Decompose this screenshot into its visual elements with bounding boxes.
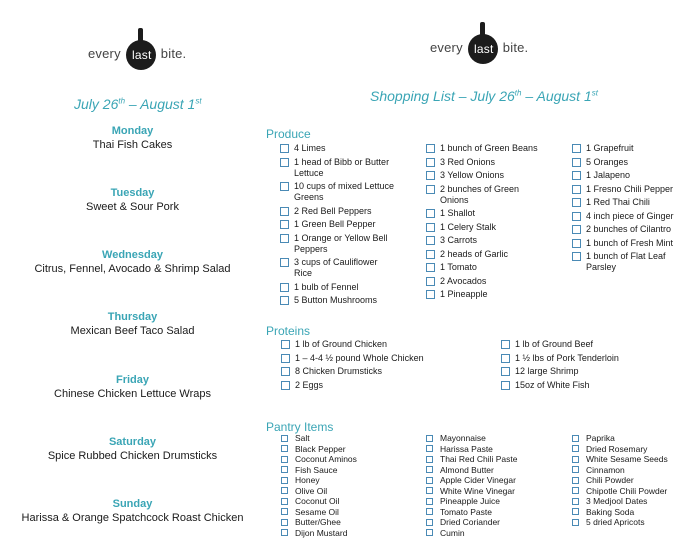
checklist-item-label: White Wine Vinegar <box>440 485 515 496</box>
checklist-item-label: Chili Powder <box>586 475 634 485</box>
proteins-title: Proteins <box>266 324 311 338</box>
produce-column-2 <box>426 143 546 303</box>
checklist-item-label: 5 Button Mushrooms <box>294 295 378 305</box>
checklist-item <box>572 454 697 464</box>
checkbox[interactable] <box>572 198 581 207</box>
checklist-item <box>281 380 461 391</box>
checklist-item-label: 1 bunch of Green Beans <box>440 143 538 153</box>
checklist-item <box>280 233 395 255</box>
checklist-item <box>426 496 556 506</box>
checklist-item-label: 2 heads of Garlic <box>440 248 509 259</box>
checklist-item-label: 15oz of White Fish <box>515 379 590 390</box>
checkbox[interactable] <box>281 381 290 390</box>
checkbox[interactable] <box>281 354 290 363</box>
checkbox[interactable] <box>426 508 433 515</box>
checklist-item-label: 1 Shallot <box>440 208 476 218</box>
logo-text-middle: last <box>132 48 152 62</box>
checklist-item <box>281 486 411 496</box>
pantry-column-3 <box>572 433 697 528</box>
checklist-item-label: 1 Red Thai Chili <box>586 197 650 207</box>
day-name: Friday <box>115 374 149 386</box>
checkbox[interactable] <box>426 144 435 153</box>
checkbox[interactable] <box>426 487 433 494</box>
checkbox[interactable] <box>572 456 579 463</box>
checkbox[interactable] <box>280 220 289 229</box>
checklist-item-label: Cinnamon <box>586 464 625 475</box>
day-name: Sunday <box>112 498 153 510</box>
checklist-item <box>426 486 556 496</box>
day-block <box>0 435 265 464</box>
checklist-item <box>426 475 556 485</box>
checkbox[interactable] <box>572 435 579 442</box>
checkbox[interactable] <box>426 209 435 218</box>
checkbox[interactable] <box>426 456 433 463</box>
checklist-item-label: 3 cups of Cauliflower Rice <box>294 257 378 278</box>
logo <box>88 36 186 70</box>
checklist-item <box>572 486 697 496</box>
day-name: Tuesday <box>110 187 155 199</box>
checklist-item <box>280 181 395 203</box>
date-range-heading: July 26th – August 1st <box>74 96 202 112</box>
checklist-item <box>572 517 697 527</box>
checkbox[interactable] <box>426 223 435 232</box>
checklist-item-label: Dijon Mustard <box>295 527 348 538</box>
proteins-column-2 <box>501 339 681 393</box>
checkbox[interactable] <box>280 207 289 216</box>
checklist-item-label: 1 lb of Ground Chicken <box>295 339 388 349</box>
checklist-item <box>426 262 546 273</box>
checklist-item <box>426 222 546 233</box>
checklist-item <box>280 295 395 306</box>
checkbox[interactable] <box>281 529 288 536</box>
checkbox[interactable] <box>426 158 435 167</box>
checklist-item-label: Cumin <box>440 527 465 538</box>
checklist-item <box>426 454 556 464</box>
checkbox[interactable] <box>281 340 290 349</box>
checklist-item <box>426 465 556 475</box>
checklist-item <box>281 475 411 485</box>
checklist-item-label: 1 Pineapple <box>440 289 488 299</box>
checklist-item-label: 1 Orange or Yellow Bell Peppers <box>294 232 388 254</box>
checklist-item <box>426 157 546 168</box>
checklist-item-label: 1 – 4-4 ½ pound Whole Chicken <box>295 352 424 363</box>
checkbox[interactable] <box>281 498 288 505</box>
checklist-item-label: 1 head of Bibb or Butter Lettuce <box>294 156 390 178</box>
checklist-item <box>280 257 395 279</box>
checklist-item-label: 3 Carrots <box>440 235 478 245</box>
checklist-item <box>572 224 692 235</box>
day-name: Monday <box>111 125 154 137</box>
checkbox[interactable] <box>572 445 579 452</box>
checklist-item <box>572 170 692 181</box>
checklist-item <box>426 184 546 206</box>
checkbox[interactable] <box>281 456 288 463</box>
logo-text-left: every <box>430 39 463 55</box>
checkbox[interactable] <box>281 519 288 526</box>
checklist-item-label: Honey <box>295 475 320 485</box>
day-block <box>0 497 265 526</box>
checklist-item <box>281 433 411 443</box>
checkbox[interactable] <box>572 252 581 261</box>
checklist-item-label: Salt <box>295 433 310 443</box>
checklist-item-label: 12 large Shrimp <box>515 366 579 376</box>
checklist-item-label: Baking Soda <box>586 506 635 517</box>
pantry-column-2 <box>426 433 556 538</box>
checklist-item-label: 1 ½ lbs of Pork Tenderloin <box>515 352 619 363</box>
checklist-item-label: Thai Red Chili Paste <box>440 454 518 464</box>
checklist-item <box>501 380 681 391</box>
checklist-item <box>281 366 461 377</box>
checkbox[interactable] <box>572 498 579 505</box>
checkbox[interactable] <box>426 290 435 299</box>
checklist-item <box>426 517 556 527</box>
logo-text-left: every <box>88 45 121 61</box>
checkbox[interactable] <box>280 158 289 167</box>
checklist-item <box>501 366 681 377</box>
checkbox[interactable] <box>426 498 433 505</box>
checklist-item-label: Fish Sauce <box>295 464 338 475</box>
pantry-title: Pantry Items <box>266 420 334 434</box>
proteins-column-1 <box>281 339 461 393</box>
produce-title: Produce <box>266 127 311 141</box>
checklist-item-label: Dried Coriander <box>440 517 500 527</box>
checklist-item-label: 1 Tomato <box>440 262 477 272</box>
checkbox[interactable] <box>281 445 288 452</box>
checklist-item-label: 1 Fresno Chili Pepper <box>586 183 674 194</box>
checkbox[interactable] <box>572 185 581 194</box>
checklist-item <box>426 143 546 154</box>
checkbox[interactable] <box>426 477 433 484</box>
checklist-item-label: Coconut Oil <box>295 496 340 506</box>
checklist-item-label: 2 bunches of Cilantro <box>586 224 672 234</box>
skillet-logo-icon <box>466 30 500 64</box>
checkbox[interactable] <box>426 529 433 536</box>
skillet-logo-icon <box>124 36 158 70</box>
checklist-item <box>572 496 697 506</box>
checkbox[interactable] <box>280 258 289 267</box>
checklist-item-label: 3 Medjool Dates <box>586 496 648 506</box>
checklist-item <box>572 433 697 443</box>
checklist-item <box>572 465 697 475</box>
checkbox[interactable] <box>572 466 579 473</box>
checklist-item-label: Paprika <box>586 433 615 443</box>
checklist-item <box>426 249 546 260</box>
day-name: Saturday <box>108 436 157 448</box>
checklist-item-label: 2 bunches of Green Onions <box>440 183 520 205</box>
meal-name: Sweet & Sour Pork <box>86 201 179 213</box>
checkbox[interactable] <box>281 508 288 515</box>
checklist-item-label: 1 bulb of Fennel <box>294 281 359 292</box>
checklist-item <box>501 353 681 364</box>
checklist-item <box>572 475 697 485</box>
checklist-item <box>281 517 411 527</box>
checkbox[interactable] <box>572 225 581 234</box>
checklist-item <box>572 184 692 195</box>
checklist-item-label: Chipotle Chili Powder <box>586 485 668 496</box>
checklist-item-label: 5 Oranges <box>586 156 629 167</box>
checklist-item-label: 4 Limes <box>294 143 326 153</box>
checklist-item-label: 3 Yellow Onions <box>440 170 505 180</box>
checklist-item-label: Apple Cider Vinegar <box>440 475 516 485</box>
checklist-item-label: 10 cups of mixed Lettuce Greens <box>294 181 395 202</box>
checklist-item <box>281 528 411 538</box>
checklist-item-label: 1 bunch of Flat Leaf Parsley <box>586 251 666 272</box>
day-name: Wednesday <box>102 249 163 261</box>
day-name: Thursday <box>107 311 158 323</box>
checklist-item <box>281 507 411 517</box>
checkbox[interactable] <box>572 487 579 494</box>
checklist-item-label: Coconut Aminos <box>295 454 357 464</box>
checklist-item <box>426 444 556 454</box>
checklist-item-label: 8 Chicken Drumsticks <box>295 366 383 376</box>
checklist-item <box>572 197 692 208</box>
checklist-item-label: 1 bunch of Fresh Mint <box>586 237 674 248</box>
checkbox[interactable] <box>281 435 288 442</box>
meal-name: Spice Rubbed Chicken Drumsticks <box>47 450 218 462</box>
logo <box>430 30 528 64</box>
checklist-item-label: 3 Red Onions <box>440 156 496 167</box>
checklist-item-label: 2 Avocados <box>440 275 487 286</box>
checkbox[interactable] <box>280 144 289 153</box>
checkbox[interactable] <box>426 236 435 245</box>
checkbox[interactable] <box>426 466 433 473</box>
checkbox[interactable] <box>572 508 579 515</box>
checklist-item-label: White Sesame Seeds <box>586 454 668 464</box>
checklist-item <box>280 219 395 230</box>
checkbox[interactable] <box>281 466 288 473</box>
checklist-item-label: 1 lb of Ground Beef <box>515 339 594 349</box>
logo-text-right: bite. <box>502 39 529 55</box>
checklist-item <box>281 465 411 475</box>
checkbox[interactable] <box>572 144 581 153</box>
checkbox[interactable] <box>426 171 435 180</box>
checkbox[interactable] <box>501 354 510 363</box>
meal-name: Chinese Chicken Lettuce Wraps <box>54 388 211 400</box>
checklist-item <box>426 170 546 181</box>
checkbox[interactable] <box>572 477 579 484</box>
checkbox[interactable] <box>281 367 290 376</box>
checklist-item <box>280 157 395 179</box>
checklist-item-label: Sesame Oil <box>295 506 339 517</box>
checkbox[interactable] <box>426 185 435 194</box>
checkbox[interactable] <box>280 182 289 191</box>
checklist-item <box>426 528 556 538</box>
checkbox[interactable] <box>426 519 433 526</box>
checkbox[interactable] <box>426 435 433 442</box>
checkbox[interactable] <box>426 277 435 286</box>
day-block <box>0 310 265 339</box>
checkbox[interactable] <box>572 519 579 526</box>
checklist-item <box>281 496 411 506</box>
checklist-item <box>426 235 546 246</box>
checklist-item-label: 2 Red Bell Peppers <box>294 205 372 216</box>
checklist-item <box>281 339 461 350</box>
checkbox[interactable] <box>501 340 510 349</box>
checkbox[interactable] <box>426 263 435 272</box>
checklist-item-label: 5 dried Apricots <box>586 517 645 527</box>
checklist-item <box>572 251 692 273</box>
checkbox[interactable] <box>501 381 510 390</box>
checkbox[interactable] <box>280 234 289 243</box>
checklist-item <box>572 507 697 517</box>
checklist-item <box>572 157 692 168</box>
checklist-item <box>426 507 556 517</box>
checkbox[interactable] <box>572 171 581 180</box>
checklist-item-label: 1 Celery Stalk <box>440 221 497 232</box>
produce-column-1 <box>280 143 395 309</box>
checklist-item <box>572 444 697 454</box>
checklist-item-label: 1 Green Bell Pepper <box>294 219 376 229</box>
day-block <box>0 124 265 153</box>
checkbox[interactable] <box>426 445 433 452</box>
checklist-item-label: 2 Eggs <box>295 379 324 390</box>
checklist-item-label: Harissa Paste <box>440 443 493 454</box>
checklist-item <box>426 276 546 287</box>
checklist-item <box>280 143 395 154</box>
checkbox[interactable] <box>281 477 288 484</box>
produce-column-3 <box>572 143 692 276</box>
logo-text-middle: last <box>474 42 494 56</box>
checklist-item <box>572 143 692 154</box>
checklist-item-label: Olive Oil <box>295 485 328 496</box>
checklist-item <box>426 289 546 300</box>
day-block <box>0 186 265 215</box>
checklist-item-label: Tomato Paste <box>440 506 492 517</box>
checklist-item <box>426 208 546 219</box>
checklist-item-label: 4 inch piece of Ginger <box>586 210 674 221</box>
checklist-item <box>280 282 395 293</box>
checkbox[interactable] <box>280 296 289 305</box>
checklist-item <box>501 339 681 350</box>
checklist-item <box>280 206 395 217</box>
checklist-item-label: 1 Jalapeno <box>586 170 631 180</box>
day-block <box>0 373 265 402</box>
checkbox[interactable] <box>572 239 581 248</box>
checklist-item <box>572 211 692 222</box>
meal-name: Harissa & Orange Spatchcock Roast Chicken <box>21 512 244 524</box>
checklist-item <box>281 454 411 464</box>
day-block <box>0 248 265 277</box>
shopping-list-title: Shopping List – July 26th – August 1st <box>370 88 598 104</box>
meal-name: Mexican Beef Taco Salad <box>70 325 195 337</box>
checklist-item-label: Pineapple Juice <box>440 496 501 506</box>
checklist-item-label: Black Pepper <box>295 443 346 454</box>
logo-text-right: bite. <box>160 45 187 61</box>
meal-name: Citrus, Fennel, Avocado & Shrimp Salad <box>34 263 231 275</box>
checkbox[interactable] <box>426 250 435 259</box>
meal-name: Thai Fish Cakes <box>92 139 173 151</box>
checklist-item <box>426 433 556 443</box>
checklist-item-label: Mayonnaise <box>440 433 486 443</box>
checklist-item-label: Dried Rosemary <box>586 443 648 454</box>
pantry-column-1 <box>281 433 411 538</box>
checkbox[interactable] <box>280 283 289 292</box>
checklist-item <box>281 444 411 454</box>
checkbox[interactable] <box>501 367 510 376</box>
checklist-item <box>572 238 692 249</box>
checkbox[interactable] <box>572 158 581 167</box>
checklist-item-label: 1 Grapefruit <box>586 143 634 153</box>
checkbox[interactable] <box>281 487 288 494</box>
checklist-item-label: Butter/Ghee <box>295 517 341 527</box>
checklist-item-label: Almond Butter <box>440 464 494 475</box>
checklist-item <box>281 353 461 364</box>
checkbox[interactable] <box>572 212 581 221</box>
